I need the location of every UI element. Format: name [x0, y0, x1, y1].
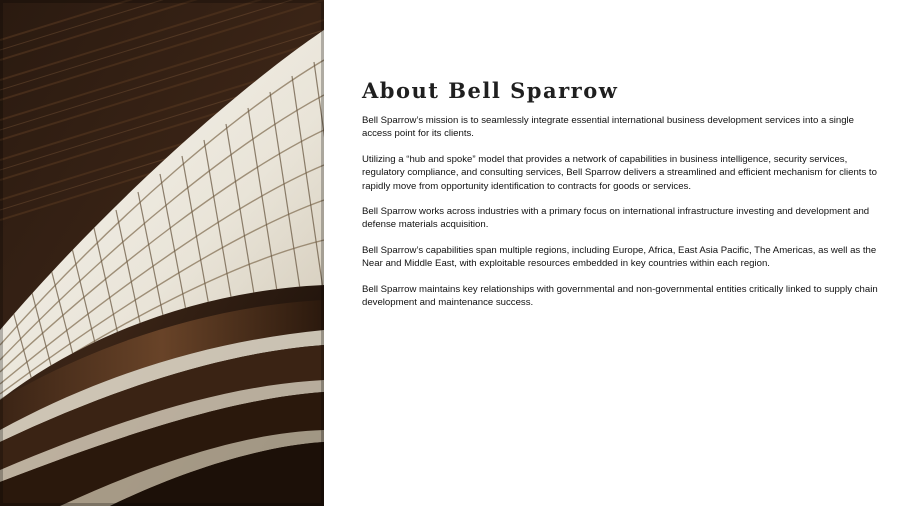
page-title: About Bell Sparrow — [362, 78, 619, 103]
paragraph-regions: Bell Sparrow’s capabilities span multiple regions, including Europe, Africa, East Asia Pacific, The Americas, as well as the Near and Middle East, with exploitable resources embedded in key countries within each region. — [362, 244, 877, 270]
about-section — [362, 76, 884, 321]
architecture-photo-icon — [0, 0, 324, 506]
paragraph-mission: Bell Sparrow’s mission is to seamlessly integrate essential international business development services into a single access point for its clients. — [362, 115, 855, 140]
paragraph-hub-and-spoke: Utilizing a “hub and spoke” model that provides a network of capabilities in business intelligence, security services, regulatory compliance, and consulting services, Bell Sparrow delivers a streamlined and efficient mechanism for clients to rapidly move from opportunity identification to contracts for goods or services. — [362, 153, 877, 192]
architecture-photo — [0, 0, 324, 506]
paragraph-industries: Bell Sparrow works across industries with a primary focus on international infrastructure investing and development and defense materials acquisition. — [362, 206, 870, 231]
paragraph-relationships: Bell Sparrow maintains key relationships with governmental and non-governmental entities critically linked to supply chain development and maintenance success. — [362, 283, 878, 309]
